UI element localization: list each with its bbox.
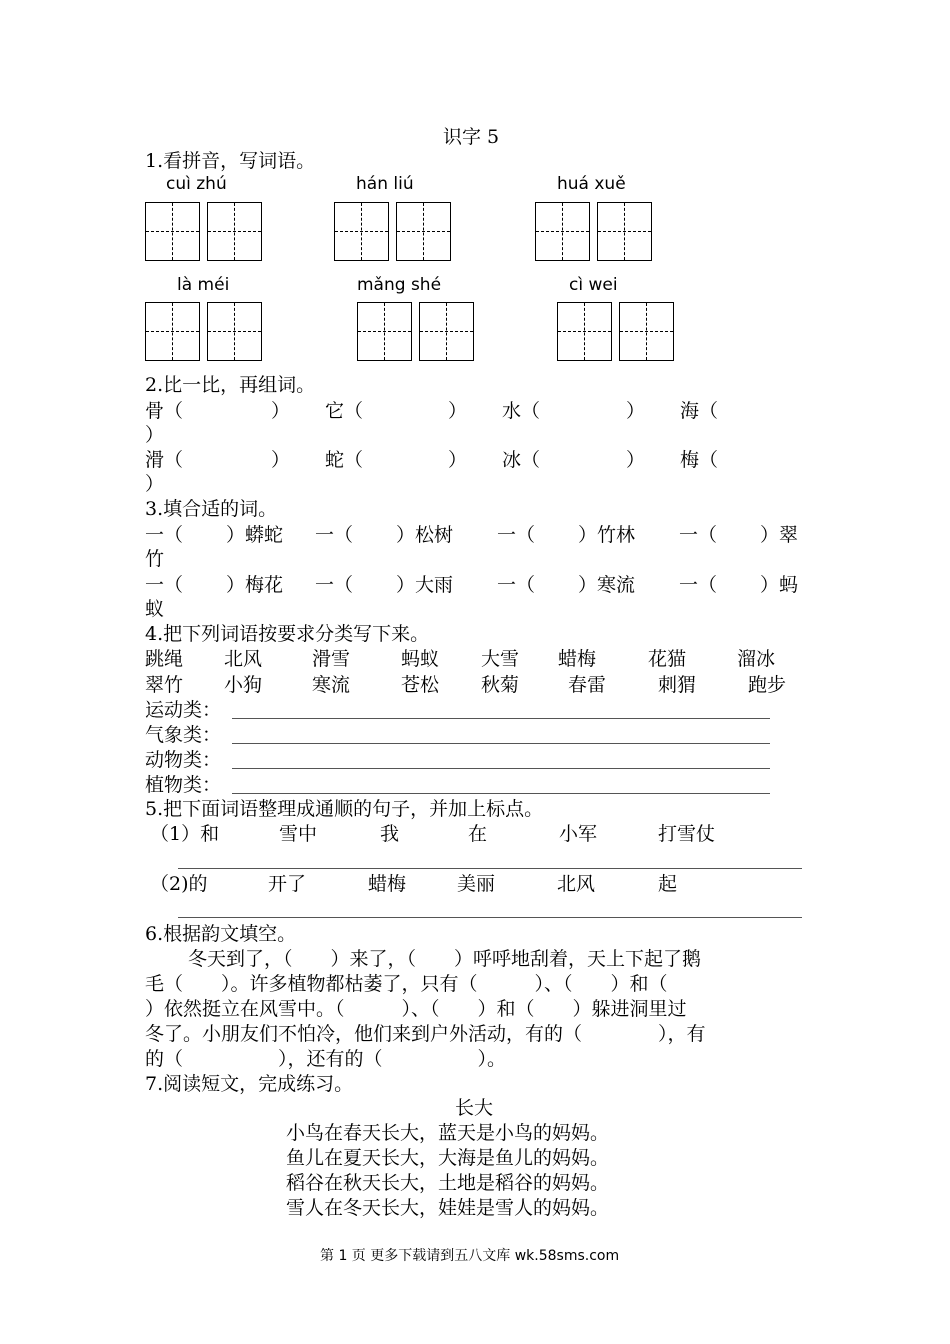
answer-line[interactable] xyxy=(178,917,802,918)
q3-blank: 一（ xyxy=(679,524,718,546)
q2-item: 冰（ xyxy=(502,449,541,471)
q3-blank: 一（ xyxy=(679,574,718,596)
q4-word: 蜡梅 xyxy=(558,648,597,670)
q4-word: 苍松 xyxy=(401,674,440,696)
q4-word: 秋菊 xyxy=(481,674,520,696)
q4-word: 花猫 xyxy=(648,648,687,670)
pinyin-2: hán liú xyxy=(356,174,414,194)
q4-word: 翠竹 xyxy=(145,674,184,696)
q2-item: 蛇（ xyxy=(325,449,364,471)
q6-line: 毛（ ）。许多植物都枯萎了，只有（ ）、（ ）和（ xyxy=(145,973,668,995)
q2-bracket: ） xyxy=(448,449,468,471)
q6-line: 冬了。小朋友们不怕冷，他们来到户外活动，有的（ ），有 xyxy=(145,1023,706,1045)
writing-grid-box[interactable] xyxy=(357,302,412,361)
answer-line[interactable] xyxy=(232,743,770,744)
q3-word: 竹 xyxy=(145,548,165,570)
q3-word: ）竹林 xyxy=(578,524,636,546)
writing-grid-box[interactable] xyxy=(419,302,474,361)
page-title: 识字 5 xyxy=(443,126,500,148)
q6-line: 的（ ），还有的（ ）。 xyxy=(145,1048,507,1070)
q3-word: ）蟒蛇 xyxy=(226,524,284,546)
q2-item: 海（ xyxy=(680,400,719,422)
q5-word: 雪中 xyxy=(279,823,318,845)
q2-heading: 2.比一比，再组词。 xyxy=(145,374,316,396)
q4-word: 小狗 xyxy=(224,674,263,696)
q2-item: 它（ xyxy=(325,400,364,422)
q5-word: 我 xyxy=(380,823,400,845)
q3-word: ）松树 xyxy=(396,524,454,546)
q3-blank: 一（ xyxy=(145,574,184,596)
pinyin-3: huá xuě xyxy=(557,174,626,194)
writing-grid-box[interactable] xyxy=(535,202,590,261)
q2-item: 水（ xyxy=(502,400,541,422)
poem-line: 鱼儿在夏天长大，大海是鱼儿的妈妈。 xyxy=(286,1147,610,1169)
poem-title: 长大 xyxy=(455,1097,494,1119)
poem-line: 小鸟在春天长大，蓝天是小鸟的妈妈。 xyxy=(286,1122,610,1144)
q5-word: 起 xyxy=(658,873,678,895)
q5-word: 小军 xyxy=(559,823,598,845)
q4-word: 北风 xyxy=(224,648,263,670)
q2-bracket: ） xyxy=(626,449,646,471)
q2-bracket: ） xyxy=(271,400,291,422)
answer-line[interactable] xyxy=(232,718,770,719)
q4-word: 大雪 xyxy=(481,648,520,670)
q2-bracket: ） xyxy=(626,400,646,422)
q3-word: ）蚂 xyxy=(760,574,799,596)
q5-word: 在 xyxy=(468,823,488,845)
q2-item: 滑（ xyxy=(145,449,184,471)
q2-bracket: ） xyxy=(271,449,291,471)
writing-grid-box[interactable] xyxy=(396,202,451,261)
q1-heading: 1.看拼音，写词语。 xyxy=(145,150,316,172)
answer-line[interactable] xyxy=(232,793,770,794)
q7-heading: 7.阅读短文，完成练习。 xyxy=(145,1073,354,1095)
writing-grid-box[interactable] xyxy=(557,302,612,361)
q5-word: 美丽 xyxy=(457,873,496,895)
q3-heading: 3.填合适的词。 xyxy=(145,498,278,520)
q4-word: 跑步 xyxy=(748,674,787,696)
q6-heading: 6.根据韵文填空。 xyxy=(145,923,297,945)
pinyin-4: là méi xyxy=(177,275,230,295)
q4-heading: 4.把下列词语按要求分类写下来。 xyxy=(145,623,430,645)
writing-grid-box[interactable] xyxy=(145,302,200,361)
category-label: 运动类： xyxy=(145,699,222,721)
q5-word: 北风 xyxy=(557,873,596,895)
pinyin-1: cuì zhú xyxy=(166,174,227,194)
writing-grid-box[interactable] xyxy=(334,202,389,261)
q3-blank: 一（ xyxy=(315,574,354,596)
poem-line: 稻谷在秋天长大，土地是稻谷的妈妈。 xyxy=(286,1172,610,1194)
q6-line: ）依然挺立在风雪中。（ ）、（ ）和（ ）躲进洞里过 xyxy=(145,998,687,1020)
answer-line[interactable] xyxy=(178,868,802,869)
q3-word: ）翠 xyxy=(760,524,799,546)
pinyin-5: mǎng shé xyxy=(357,275,442,295)
q3-blank: 一（ xyxy=(315,524,354,546)
page-footer: 第 1 页 更多下载请到五八文库 wk.58sms.com xyxy=(320,1248,620,1264)
q2-bracket: ） xyxy=(145,473,165,495)
q4-word: 滑雪 xyxy=(312,648,351,670)
q4-word: 刺猬 xyxy=(658,674,697,696)
q4-word: 溜冰 xyxy=(737,648,776,670)
q4-word: 春雷 xyxy=(568,674,607,696)
q4-word: 跳绳 xyxy=(145,648,184,670)
writing-grid-box[interactable] xyxy=(207,202,262,261)
writing-grid-box[interactable] xyxy=(597,202,652,261)
q4-word: 蚂蚁 xyxy=(401,648,440,670)
q3-word: ）大雨 xyxy=(396,574,454,596)
category-label: 动物类： xyxy=(145,749,222,771)
q2-item: 梅（ xyxy=(680,449,719,471)
q3-word: ）寒流 xyxy=(578,574,636,596)
q5-word: 蜡梅 xyxy=(368,873,407,895)
answer-line[interactable] xyxy=(232,768,770,769)
writing-grid-box[interactable] xyxy=(145,202,200,261)
q3-blank: 一（ xyxy=(145,524,184,546)
writing-grid-box[interactable] xyxy=(619,302,674,361)
q3-blank: 一（ xyxy=(497,574,536,596)
q5-word: 开了 xyxy=(268,873,307,895)
q3-word: ）梅花 xyxy=(226,574,284,596)
q5-word: （1）和 xyxy=(150,823,220,845)
q6-line: 冬天到了，（ ）来了，（ ）呼呼地刮着，天上下起了鹅 xyxy=(188,948,702,970)
q3-blank: 一（ xyxy=(497,524,536,546)
q4-word: 寒流 xyxy=(312,674,351,696)
writing-grid-box[interactable] xyxy=(207,302,262,361)
pinyin-6: cì wei xyxy=(569,275,618,295)
q2-item: 骨（ xyxy=(145,400,184,422)
q5-heading: 5.把下面词语整理成通顺的句子，并加上标点。 xyxy=(145,798,544,820)
q5-word: 打雪仗 xyxy=(658,823,716,845)
q2-bracket: ） xyxy=(448,400,468,422)
q3-word: 蚁 xyxy=(145,598,165,620)
q2-bracket: ） xyxy=(145,424,165,446)
category-label: 植物类： xyxy=(145,774,222,796)
q5-word: （2)的 xyxy=(150,873,208,895)
category-label: 气象类： xyxy=(145,724,222,746)
poem-line: 雪人在冬天长大，娃娃是雪人的妈妈。 xyxy=(286,1197,610,1219)
